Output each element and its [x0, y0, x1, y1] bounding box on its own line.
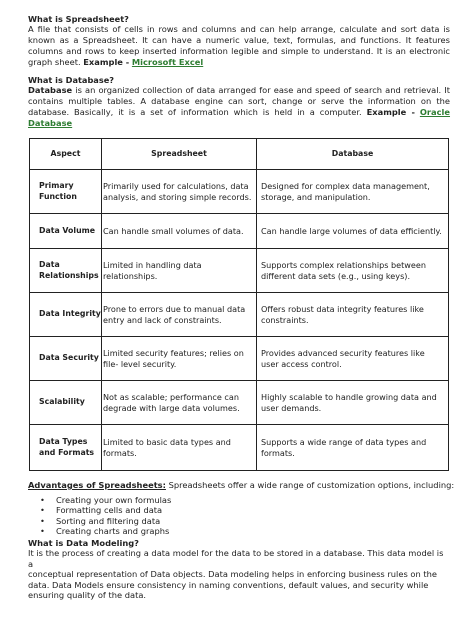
list-item: • Creating your own formulas	[40, 495, 171, 505]
aspect-cell: Data Relationships	[30, 249, 102, 293]
list-item: • Creating charts and graphs	[40, 526, 171, 536]
database-example-label: Example -	[366, 106, 415, 117]
spreadsheet-heading: What is Spreadsheet?	[28, 14, 129, 24]
aspect-cell: Data Volume	[30, 214, 102, 249]
table-row	[30, 293, 449, 337]
data-modeling-heading: What is Data Modeling?	[28, 538, 139, 548]
oracle-database-link[interactable]: Oracle Database	[28, 106, 451, 128]
list-item: • Sorting and filtering data	[40, 516, 171, 526]
table-row	[30, 425, 449, 471]
table-row	[30, 214, 449, 249]
spreadsheet-cell: Prone to errors due to manual data entry and lack of constraints.	[102, 293, 257, 337]
spreadsheet-cell: Limited in handling data relationships.	[102, 249, 257, 293]
database-heading: What is Database?	[28, 75, 115, 85]
database-text: is an organized collection of data arranged for ease and speed of search and retrieval. It contains multiple tables. A database engine can sort, change or serve the information on the database. Basically, it is a set of information which is held in a computer.	[28, 85, 450, 117]
database-term: Database	[28, 85, 73, 95]
advantages-heading: Advantages of Spreadsheets:	[28, 480, 166, 490]
spreadsheet-example-label: Example -	[83, 56, 130, 67]
advantages-line	[28, 480, 458, 490]
table-row	[30, 170, 449, 214]
header-aspect: Aspect	[30, 139, 102, 170]
database-cell: Can handle large volumes of data efficiently.	[257, 214, 449, 249]
database-cell: Supports a wide range of data types and formats.	[257, 425, 449, 471]
aspect-cell: Scalability	[30, 381, 102, 425]
table-row	[30, 249, 449, 293]
advantages-text: Spreadsheets offer a wide range of customization options, including:	[165, 480, 455, 490]
microsoft-excel-link[interactable]: Microsoft Excel	[131, 56, 204, 67]
table-row	[30, 381, 449, 425]
data-modeling-paragraph	[28, 548, 448, 601]
spreadsheet-cell: Limited security features; relies on file- level security.	[102, 337, 257, 381]
database-cell: Supports complex relationships between different data sets (e.g., using keys).	[257, 249, 449, 293]
spreadsheet-cell: Can handle small volumes of data.	[102, 214, 257, 249]
header-spreadsheet: Spreadsheet	[102, 139, 257, 170]
spreadsheet-cell: Not as scalable; performance can degrade with large data volumes.	[102, 381, 257, 425]
data-modeling-text-line1: It is the process of creating a data model for the data to be stored in a database. This data model is a	[28, 548, 444, 569]
database-cell: Offers robust data integrity features like constraints.	[257, 293, 449, 337]
database-cell: Provides advanced security features like user access control.	[257, 337, 449, 381]
aspect-cell: Data Security	[30, 337, 102, 381]
spreadsheet-cell: Primarily used for calculations, data analysis, and storing simple records.	[102, 170, 257, 214]
aspect-cell: Data Integrity	[30, 293, 102, 337]
database-paragraph	[28, 85, 450, 129]
comparison-table	[29, 138, 449, 471]
database-cell: Highly scalable to handle growing data and user demands.	[257, 381, 449, 425]
table-header-row	[30, 139, 449, 170]
advantages-list	[40, 495, 171, 537]
list-item: • Formatting cells and data	[40, 505, 171, 515]
database-cell: Designed for complex data management, storage, and manipulation.	[257, 170, 449, 214]
aspect-cell: Data Types and Formats	[30, 425, 102, 471]
spreadsheet-cell: Limited to basic data types and formats.	[102, 425, 257, 471]
table-row	[30, 337, 449, 381]
aspect-cell: Primary Function	[30, 170, 102, 214]
header-database: Database	[257, 139, 449, 170]
spreadsheet-text: A file that consists of cells in rows and columns and can help arrange, calculate and sort data is known as a Spreadsheet. It can have a numeric value, text, formulas, and functions. It features columns and rows to keep inserted information legible and simple to understand. It is an electronic graph sheet.	[28, 24, 450, 67]
spreadsheet-paragraph	[28, 24, 450, 68]
data-modeling-text-rest: conceptual representation of Data objects. Data modeling helps in enforcing business rules on the data. Data Models ensure consistency in naming conventions, default values, and security while ensuring quality of the data.	[28, 569, 437, 601]
